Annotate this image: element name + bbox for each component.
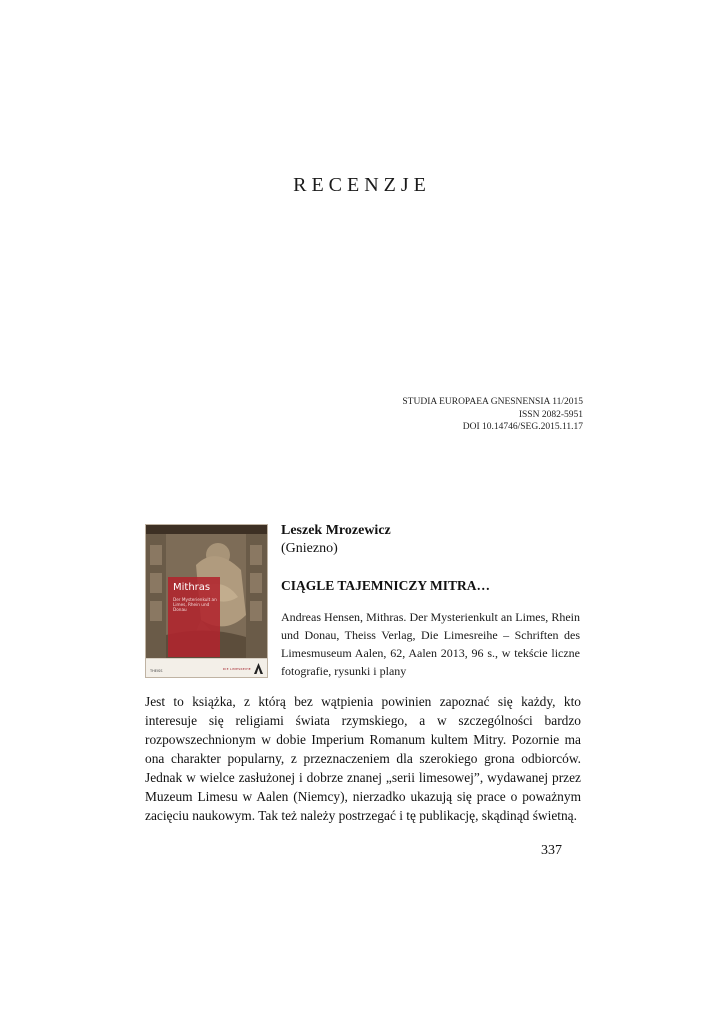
series-logo-icon [254,663,263,674]
page-number: 337 [541,843,562,858]
review-author: Leszek Mrozewicz [281,523,391,538]
article-title: CIĄGLE TAJEMNICZY MITRA… [281,578,491,593]
author-affiliation: (Gniezno) [281,541,338,556]
cover-bottom-strip [146,658,267,677]
cover-top-strip [146,525,267,534]
cover-subtitle: Der Mysterienkult an Limes, Rhein und Donau [173,597,217,612]
body-paragraph: Jest to książka, z którą bez wątpienia powinien zapoznać się każdy, kto interesuje się religiami świata rzymskiego, a w szczególności bardzo rozpowszechnionym w dobie Imperium Romanum kultem Mitry. Pozornie ma ona charakter popularny, z przeznaczeniem dla szerokiego grona odbiorców. Jednak w wielce zasłużonej i dobrze znanej „serii limesowej”, wydawanej przez Muzeum Limesu w Aalen (Niemcy), nierzadko ukazują się prace o poważnym zacięciu naukowym. Tak też należy postrzegać i tę publikację, skądinąd świetną. [145,694,581,823]
journal-name: STUDIA EUROPAEA GNESNENSIA 11/2015 [402,397,583,407]
issn: ISSN 2082-5951 [518,409,583,420]
journal-info [402,396,583,434]
cover-title-panel [168,577,220,657]
doi: DOI 10.14746/SEG.2015.11.17 [462,422,583,432]
book-reference: Andreas Hensen, Mithras. Der Mysterienkult an Limes, Rhein und Donau, Theiss Verlag, Die Limesreihe – Schriften des Limesmuseum Aalen, 62, Aalen 2013, 96 s., w tekście liczne fotografie, rysunki i plany [281,610,580,678]
section-title: RECENZJE [293,174,431,196]
cover-series-mark: DIE LIMESREIHE [222,667,251,671]
cover-title: Mithras [173,582,211,593]
book-cover-image [145,524,268,678]
cover-publisher-mark: THEISS [150,669,163,673]
